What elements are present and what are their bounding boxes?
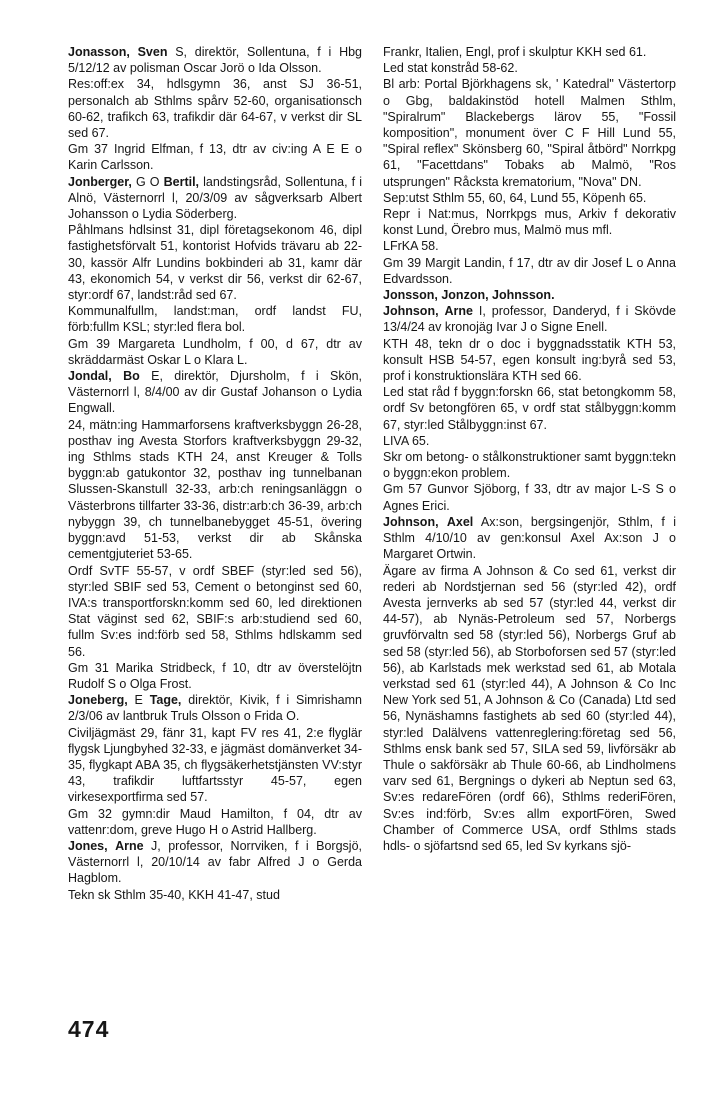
career-paragraph: KTH 48, tekn dr o doc i byggnadsstatik KTH 53, konsult HSB 54-57, egen konsult ing:byrå sed 53, prof i konstruktionslära KTH sed 66. (383, 336, 676, 384)
entry-jonasson-sven (68, 44, 362, 174)
entry-name: Johnson, (383, 514, 439, 529)
entry-given-name: Bertil, (163, 174, 200, 189)
entry-heading (383, 514, 676, 563)
entry-heading (383, 303, 676, 335)
right-column (383, 44, 676, 854)
marriage-paragraph: Gm 31 Marika Stridbeck, f 10, dtr av överstelöjtn Rudolf S o Olga Frost. (68, 660, 362, 691)
entry-given-name: Tage, (149, 693, 182, 708)
entry-initials: G O (131, 174, 164, 189)
offices-paragraph: Led stat råd f byggn:forskn 66, stat betongkomm 58, ordf Sv betongfören 65, v ordf stat stålbyggn:komm 67, styr:led Stålbyggn:inst 67. (383, 385, 676, 432)
entry-heading (68, 838, 362, 887)
offices-paragraph: Led stat konstråd 58-62. (383, 61, 518, 76)
entry-name: Jonberger, (68, 174, 132, 189)
career-paragraph: Påhlmans hdlsinst 31, dipl företagsekonom 46, dipl fastighetsförvalt 51, kontorist Hofvids trävaru ab 22-30, kassör Alfr Lundins bokbinderi ab 31, kamr där 43, ekonomich 54, v verkst dir 56, verkst dir 62-67, styr:ordf 67, landst:råd sed 67. (68, 223, 362, 303)
entry-initials: E (127, 693, 150, 708)
represented-paragraph: Repr i Nat:mus, Norrkpgs mus, Arkiv f dekorativ konst Lund, Örebro mus, Malmö mus mfl. (383, 207, 676, 238)
entry-johnson-arne (383, 303, 676, 514)
career-paragraph: Tekn sk Sthlm 35-40, KKH 41-47, stud (68, 887, 280, 902)
membership-paragraph: LFrKA 58. (383, 239, 439, 254)
works-paragraph: Bl arb: Portal Björkhagens sk, ' Katedral" Västertorp o Gbg, baldakinstöd hotell Malmen Sthlm, "Spiralrum" Blackebergs lärov 55, "Fossil komposition", monument över C F Hill Lund 55, "Spiral reflex" Skönsberg 60, "Spiral åtbörd" Norrkpg 61, "Facettdans" Tobaks ab Malmö, "Ros utsprungen" Råcksta krematorium, "Nova" DN. (383, 77, 676, 189)
entry-heading (68, 368, 362, 417)
entry-details: landstingsråd, Sollentuna, f i Alnö, Västernorrl l, 20/3/09 av sågverksarb Albert Johansson o Lydia Söderberg. (68, 174, 362, 222)
entry-given-name: Bo (123, 369, 140, 384)
exhibitions-paragraph: Sep:utst Sthlm 55, 60, 64, Lund 55, Köpenh 65. (383, 190, 647, 205)
career-paragraph: Res:off:ex 34, hdlsgymn 36, anst SJ 36-51, personalch ab Sthlms spårv 52-60, organisationsch 60-62, trafikch 63, trafikdir där 64-67, v verkst dir SL sed 67. (68, 77, 362, 141)
membership-paragraph: LIVA 65. (383, 433, 430, 448)
entry-details: I, professor, Danderyd, f i Skövde 13/4/24 av kronojäg Ivar J o Signe Enell. (383, 304, 676, 335)
career-paragraph: Ägare av firma A Johnson & Co sed 61, verkst dir rederi ab Nordstjernan sed 56 (styr:led 42), ordf Avesta jernverks ab sed 57 (styr:led 44, verkst dir 44-57), ab Nynäs-Petroleum sed 57, Norbergs gruvförvaltn sed 58 (styr:led 56), Norbergs Gruf ab sed 58 (styr:led 56), ab Storboforsen sed 57 (styr:led 56), ab Karlstads mek werkstad sed 61, ab Motala verkstad sed 61 (styr:led 44), A Johnson & Co Inc New York sed 51, A Johnson & Co (Canada) Ltd sed 56, Nynäshamns fastighets ab sed 60 (styr:led 44), styr:led Dalälvens vattenreglering:företag sed 56, Sthlms ensk bank sed 57, SILA sed 59, livförsäkr ab Thule o sakförsäkr ab Thule 60-66, ab Lindholmens varv sed 61, Bergnings o dykeri ab Neptun sed 63, Sv:es redareFören (ordf 66), Sthlms rederiFören, Sv:es ind:förb, Sv:es allm exportFören, Swed Chamber of Commerce USA, ordf Sthlms stads hdls- o sjöfartsnd sed 65, led Sv kyrkans sjö- (383, 563, 676, 853)
marriage-paragraph: Gm 39 Margareta Lundholm, f 00, d 67, dtr av skräddarmäst Oskar L o Klara L. (68, 336, 362, 367)
entry-given-name: Arne (115, 838, 144, 853)
entry-heading (68, 44, 362, 76)
entry-name: Jones, (68, 838, 108, 853)
entry-heading (68, 692, 362, 724)
entry-jonberger-bertil (68, 174, 362, 368)
marriage-paragraph: Gm 57 Gunvor Sjöborg, f 33, dtr av major L-S S o Agnes Erici. (383, 482, 676, 513)
entry-heading (68, 174, 362, 223)
page-number: 474 (68, 1016, 110, 1042)
offices-paragraph: Ordf SvTF 55-57, v ordf SBEF (styr:led sed 56), styr:led SBIF sed 53, Cement o betonginst sed 60, IVA:s transportforskn:komm sed 60, led direktionen Stat väginst sed 62, SBIF:s arb:studiend sed 60, fullm Sv:es ind:förb sed 58, Sthlms hdlskamm sed 56. (68, 563, 362, 659)
entry-jones-arne-continued (383, 44, 676, 287)
entry-details: J, professor, Norrviken, f i Borgsjö, Västernorrl l, 20/10/14 av fabr Alfred J o Gerda Hagblom. (68, 838, 362, 886)
entry-details: Ax:son, bergsingenjör, Sthlm, f i Sthlm 4/10/10 av gen:konsul Axel Ax:son J o Margaret Ortwin. (383, 514, 676, 562)
entry-details: direktör, Kivik, f i Simrishamn 2/3/06 av lantbruk Truls Olsson o Frida O. (68, 693, 362, 724)
entry-name: Johnson, (383, 304, 439, 319)
entry-name: Joneberg, (68, 693, 128, 708)
entry-jones-arne (68, 838, 362, 903)
entry-details: E, direktör, Djursholm, f i Skön, Västernorrl l, 8/4/00 av dir Gustaf Johanson o Lydia Engwall. (68, 369, 362, 416)
offices-paragraph: Kommunalfullm, landst:man, ordf landst FU, förb:fullm KSL; styr:led flera bol. (68, 304, 362, 335)
marriage-paragraph: Gm 37 Ingrid Elfman, f 13, dtr av civ:ing A E E o Karin Carlsson. (68, 142, 362, 173)
career-paragraph: Civiljägmäst 29, fänr 31, kapt FV res 41, 2:e flyglär flygsk Ljungbyhed 32-33, e jägmäst domänverket 34-35, flygkapt ABA 35, ch flygsäkerhetstjänsten VV:styr 43, trafikdir luftfartsstyr 45-57, egen virkesexportfirma sed 57. (68, 725, 362, 805)
cross-reference (383, 287, 676, 303)
writings-paragraph: Skr om betong- o stålkonstruktioner samt byggn:tekn o byggn:ekon problem. (383, 450, 676, 481)
entry-given-name: Arne (444, 304, 473, 319)
entry-name: Jondal, (68, 369, 112, 384)
entry-johnson-axel (383, 514, 676, 854)
marriage-paragraph: Gm 32 gymn:dir Maud Hamilton, f 04, dtr av vattenr:dom, greve Hugo H o Astrid Hallberg. (68, 806, 362, 837)
left-column (68, 44, 362, 903)
entry-jondal-bo (68, 368, 362, 692)
entry-details: S, direktör, Sollentuna, f i Hbg 5/12/12 av polisman Oscar Jorö o Ida Olsson. (68, 45, 362, 76)
entry-name: Jonasson, Sven (68, 45, 168, 59)
cross-reference-text: Jonsson, Jonzon, Johnsson. (383, 288, 555, 303)
marriage-paragraph: Gm 39 Margit Landin, f 17, dtr av dir Josef L o Anna Edvardsson. (383, 255, 676, 286)
career-paragraph: 24, mätn:ing Hammarforsens kraftverksbyggn 26-28, posthav ing Avesta Storfors kraftverksbyggn 29-32, ing Sthlms stads KTH 24, anst Kreuger & Tolls byggn:ab gatukontor 32, posthav ing tunnelbanan Slussen-Skanstull 32-33, arb:ch reningsanläggn o Västerbrons tillfarter 33-36, distr:arb:ch 36-39, arb:ch nybyggn 39, ch tunnelbanebygget 45-51, övering byggn:avd 51-53, verkst dir ab Skånska cementgjuteriet 53-65. (68, 417, 362, 562)
entry-given-name: Axel (446, 514, 474, 529)
entry-joneberg-tage (68, 692, 362, 838)
career-paragraph: Frankr, Italien, Engl, prof i skulptur KKH sed 61. (383, 45, 647, 59)
